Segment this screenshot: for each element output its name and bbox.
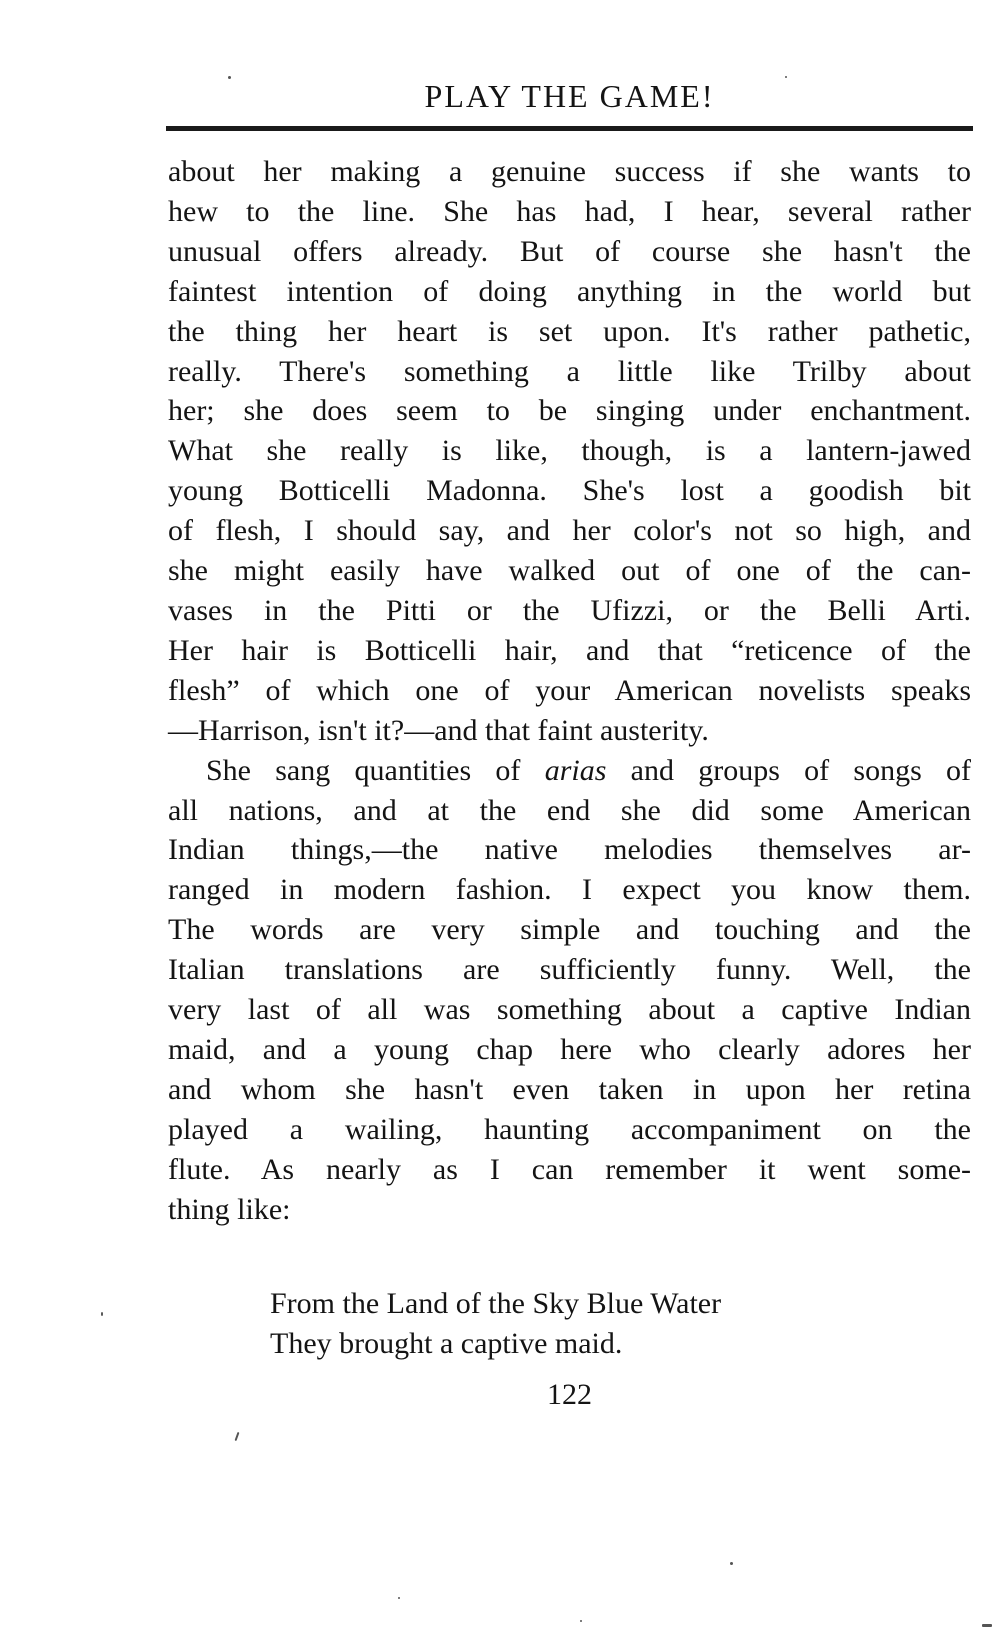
text-line: What she really is like, though, is a lantern-jawed <box>168 434 971 468</box>
text-line: really. There's something a little like Trilby about <box>168 354 971 388</box>
scan-speck <box>982 1624 992 1627</box>
scan-speck <box>101 1312 103 1316</box>
text-line: The words are very simple and touching and the <box>168 913 971 947</box>
paragraph-1 <box>168 152 971 751</box>
text-line-first <box>168 751 971 791</box>
text-line: ranged in modern fashion. I expect you know them. <box>168 873 971 907</box>
text-line: faintest intention of doing anything in the world but <box>168 274 971 308</box>
scan-speck <box>785 76 787 78</box>
italic-word: arias <box>544 753 607 787</box>
text-line: hew to the line. She has had, I hear, several rather <box>168 194 971 228</box>
scan-speck <box>228 76 231 79</box>
text-line: flute. As nearly as I can remember it went some- <box>168 1152 971 1186</box>
text-line: unusual offers already. But of course she hasn't the <box>168 234 971 268</box>
text-line: Italian translations are sufficiently funny. Well, the <box>168 953 971 987</box>
text-line: her; she does seem to be singing under enchantment. <box>168 394 971 428</box>
text-line: very last of all was something about a captive Indian <box>168 993 971 1027</box>
text-line: all nations, and at the end she did some American <box>168 793 971 827</box>
text-line: flesh” of which one of your American novelists speaks <box>168 673 971 707</box>
text-line: —Harrison, isn't it?—and that faint austerity. <box>168 713 709 747</box>
paragraph-2 <box>168 751 971 1230</box>
text-run: and groups of songs of <box>606 753 971 787</box>
scan-speck <box>398 1597 400 1599</box>
text-line: and whom she hasn't even taken in upon her retina <box>168 1072 971 1106</box>
verse-quote <box>270 1284 721 1364</box>
verse-line: They brought a captive maid. <box>270 1327 623 1360</box>
text-line: maid, and a young chap here who clearly adores her <box>168 1032 971 1066</box>
text-line: Indian things,—the native melodies themselves ar- <box>168 833 971 867</box>
text-line: of flesh, I should say, and her color's not so high, and <box>168 514 971 548</box>
scan-speck <box>235 1432 240 1441</box>
page-number: 122 <box>547 1378 592 1411</box>
text-line: she might easily have walked out of one of the can- <box>168 554 971 588</box>
text-run: She sang quantities of <box>206 753 545 787</box>
scan-speck <box>730 1562 733 1565</box>
text-line: young Botticelli Madonna. She's lost a goodish bit <box>168 474 971 508</box>
text-line: thing like: <box>168 1192 291 1226</box>
text-line: vases in the Pitti or the Ufizzi, or the Belli Arti. <box>168 593 971 627</box>
verse-line: From the Land of the Sky Blue Water <box>270 1287 722 1320</box>
running-head: PLAY THE GAME! <box>424 78 715 114</box>
text-line: Her hair is Botticelli hair, and that “reticence of the <box>168 633 971 667</box>
text-line: the thing her heart is set upon. It's rather pathetic, <box>168 314 971 348</box>
body-text <box>168 152 971 1229</box>
scan-speck <box>580 1620 582 1622</box>
text-line: played a wailing, haunting accompaniment on the <box>168 1112 971 1146</box>
text-line: about her making a genuine success if she wants to <box>168 155 971 188</box>
header-rule <box>166 126 973 131</box>
